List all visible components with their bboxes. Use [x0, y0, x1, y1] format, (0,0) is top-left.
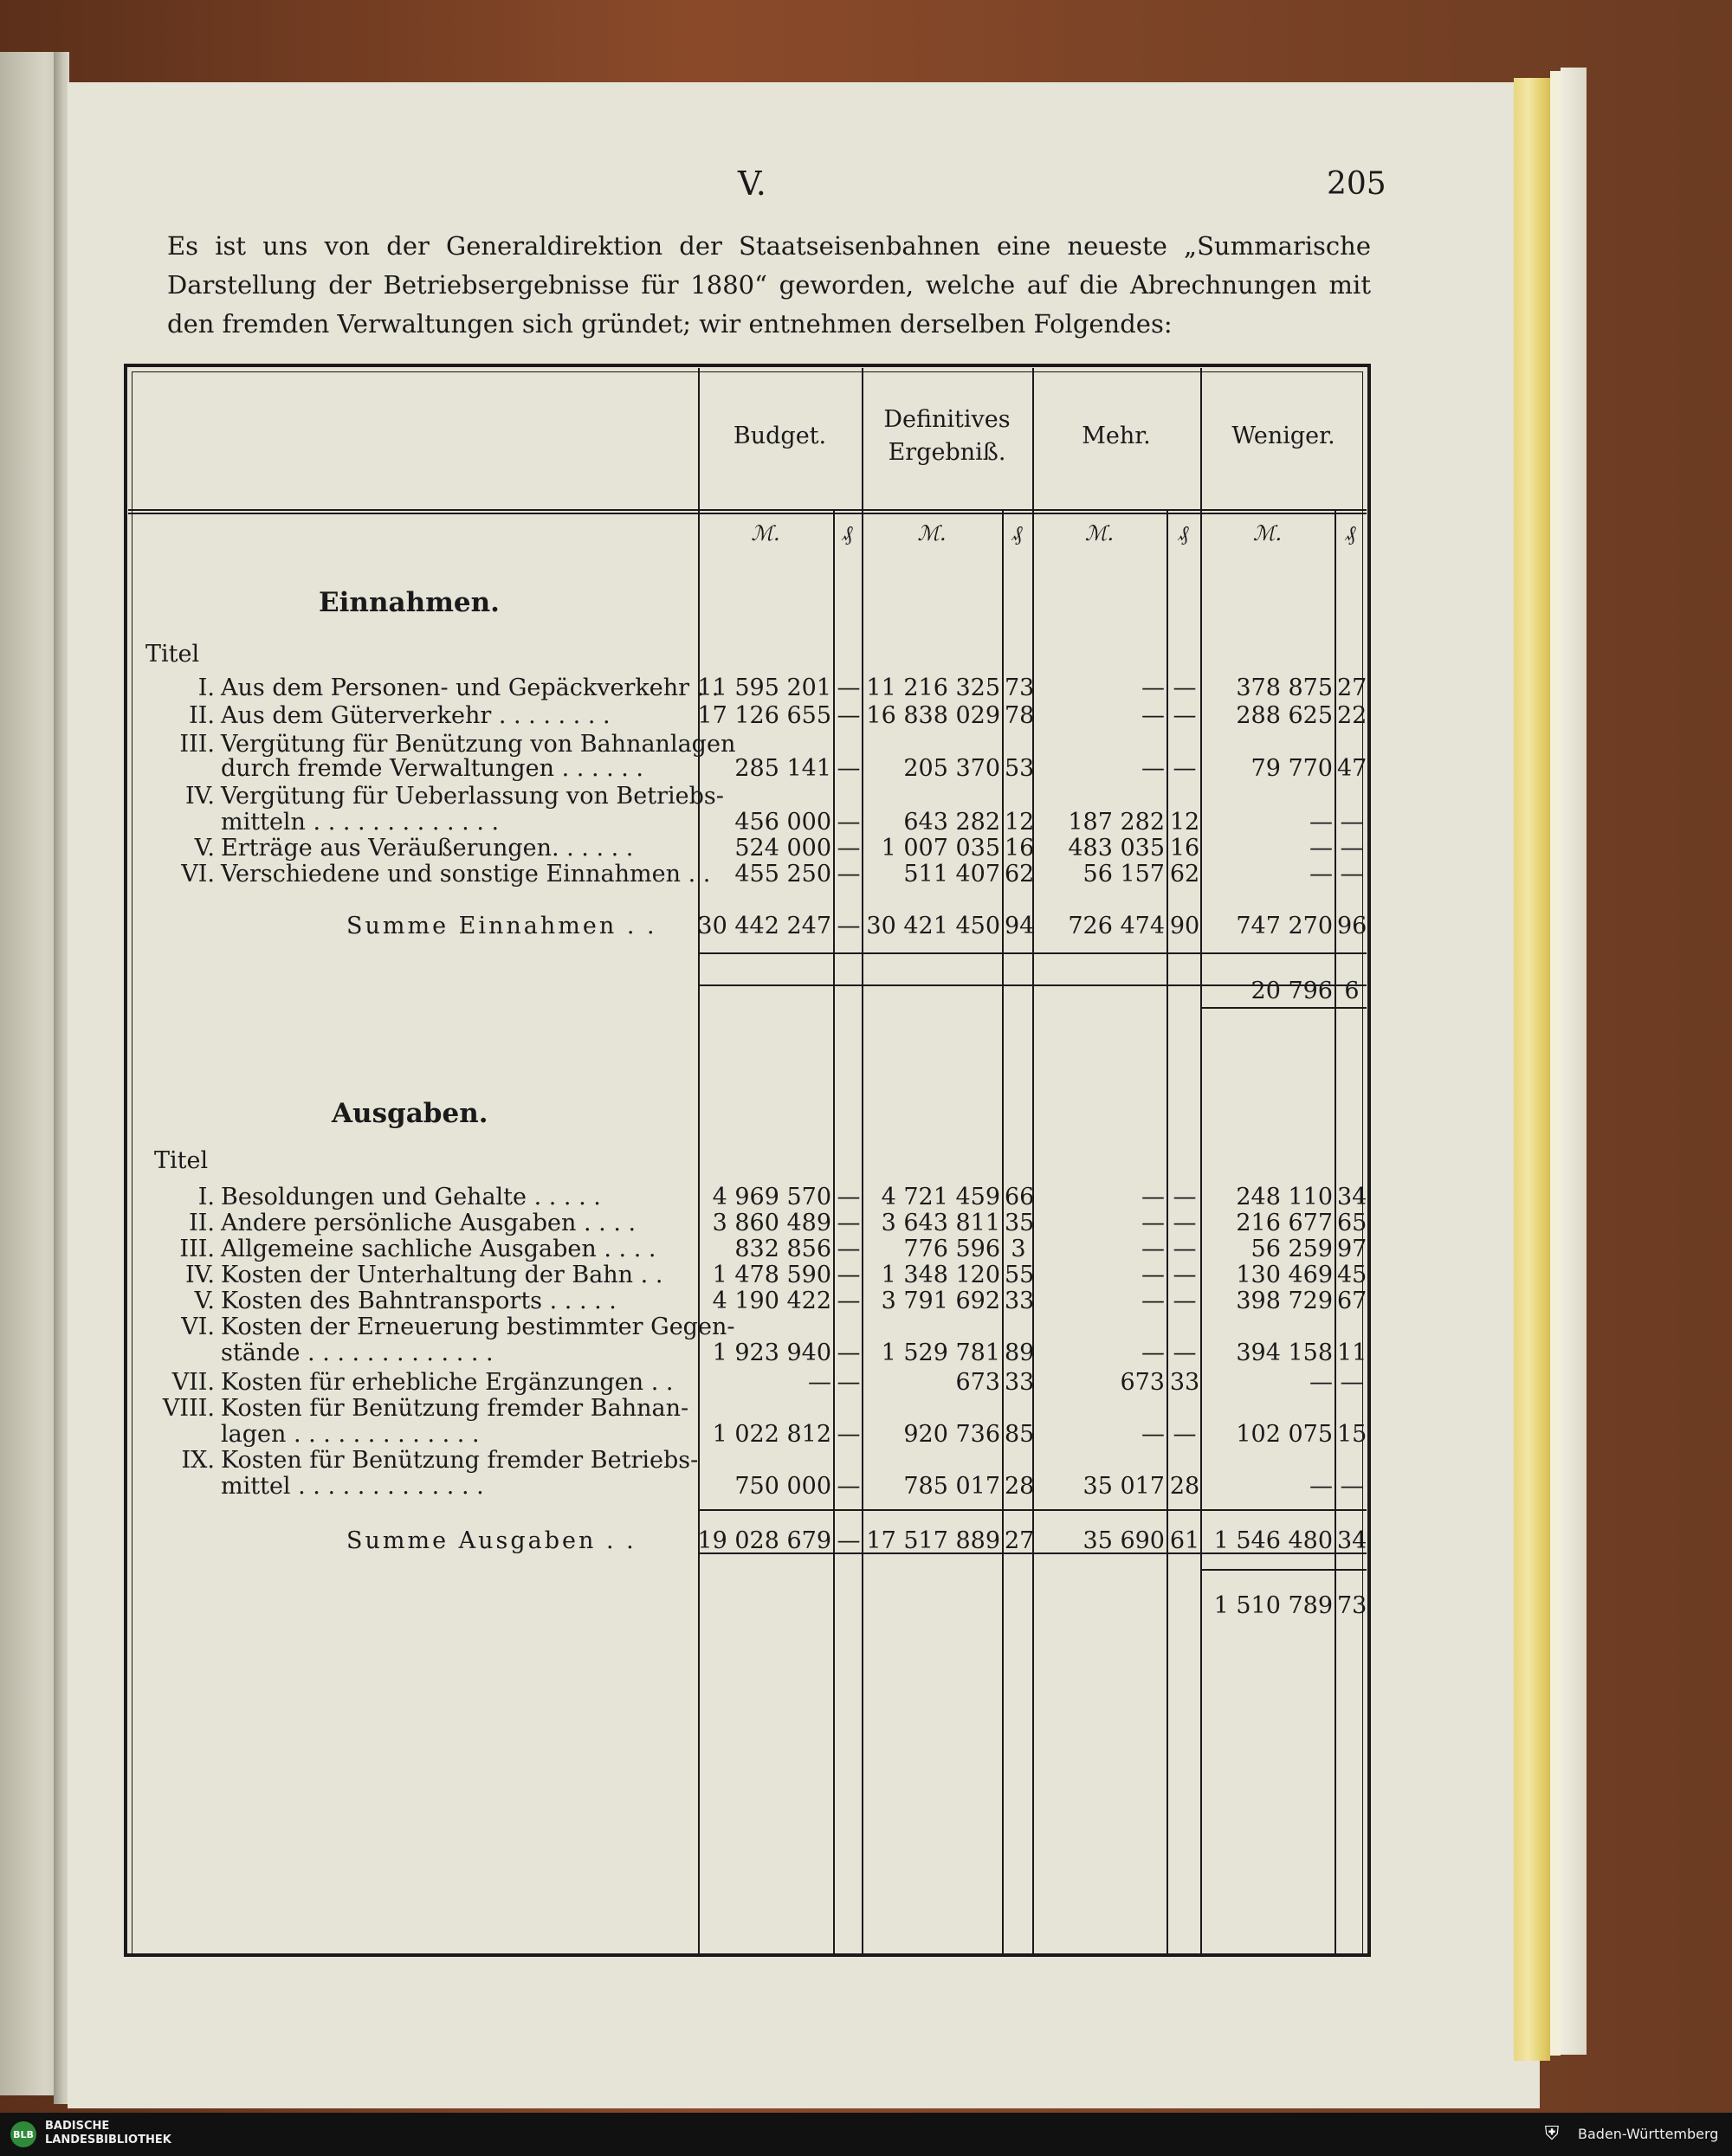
cell-budget: — [808, 1369, 831, 1396]
cell-weniger: — [1309, 809, 1333, 836]
cell-weniger: 398 729 [1236, 1288, 1333, 1314]
cell-weniger-pf: 34 [1337, 1184, 1367, 1210]
col-line-weniger [1200, 368, 1202, 1957]
ausgaben-row [0, 1288, 1732, 1314]
col-line-def [862, 368, 863, 1957]
ausgaben-sum-top-rule [700, 1509, 1367, 1511]
cell-budget: 832 856 [734, 1236, 831, 1262]
cell-def: 1 529 781 [881, 1339, 1000, 1366]
cell-mehr: 483 035 [1068, 835, 1165, 862]
row-title-number: VIII. [162, 1395, 215, 1422]
cell-mehr-pf: — [1173, 1288, 1197, 1314]
cell-def: 920 736 [903, 1421, 1000, 1448]
ausgaben-row [0, 1236, 1732, 1262]
cell-mehr-pf: 12 [1169, 809, 1200, 836]
cell-budget-pf: — [837, 1527, 861, 1554]
currency-pf-weniger: ₰ [1345, 521, 1356, 545]
cell-mehr-pf: 90 [1169, 913, 1200, 939]
row-label: Vergütung für Benützung von Bahnanlagen [221, 731, 736, 758]
cell-mehr: 35 017 [1082, 1473, 1165, 1500]
einnahmen-titel-label: Titel [145, 641, 200, 668]
cell-budget: 750 000 [734, 1473, 831, 1500]
cell-mehr-pf: — [1173, 1184, 1197, 1210]
cell-weniger-pf: 22 [1337, 702, 1367, 729]
cell-mehr-pf: 28 [1169, 1473, 1200, 1500]
cell-budget: 1 478 590 [712, 1262, 831, 1288]
row-label: lagen . . . . . . . . . . . . . [221, 1421, 480, 1448]
cell-mehr-pf: — [1173, 702, 1197, 729]
cell-budget: 30 442 247 [697, 913, 831, 939]
cell-budget-pf: — [837, 702, 861, 729]
col-header-budget: Budget. [733, 423, 827, 449]
currency-pf-mehr: ₰ [1178, 521, 1189, 545]
cell-mehr: — [1141, 1236, 1165, 1262]
cell-mehr: — [1141, 702, 1165, 729]
cell-weniger: 394 158 [1236, 1339, 1333, 1366]
cell-mehr-pf: — [1173, 1339, 1197, 1366]
row-title-number: II. [189, 1210, 215, 1236]
cell-def-pf: 28 [1005, 1473, 1035, 1500]
cell-budget: 1 923 940 [712, 1339, 831, 1366]
row-label: Besoldungen und Gehalte . . . . . [221, 1184, 601, 1210]
cell-def: 17 517 889 [866, 1527, 1000, 1554]
cell-weniger: 56 259 [1251, 1236, 1333, 1262]
einnahmen-difference-row [0, 978, 1732, 1004]
cell-weniger: 79 770 [1251, 755, 1333, 782]
cell-def-pf: 33 [1005, 1288, 1035, 1314]
currency-mark-mehr: ℳ. [1084, 521, 1115, 545]
cell-budget-pf: — [837, 1473, 861, 1500]
cell-mehr: 726 474 [1068, 913, 1165, 939]
cell-budget-pf: — [837, 1421, 861, 1448]
cell-weniger: 130 469 [1236, 1262, 1333, 1288]
cell-mehr: 673 [1120, 1369, 1165, 1396]
currency-pf-budget: ₰ [842, 521, 853, 545]
header-rule-2 [128, 513, 1367, 514]
cell-def: 4 721 459 [881, 1184, 1000, 1210]
results-table [124, 364, 1371, 1957]
currency-mark-weniger: ℳ. [1252, 521, 1283, 545]
blb-name: BADISCHE LANDESBIBLIOTHEK [45, 2120, 171, 2146]
cell-mehr: — [1141, 1184, 1165, 1210]
cell-def: 3 643 811 [881, 1210, 1000, 1236]
cell-def-pf: 62 [1005, 861, 1035, 888]
row-title-number: VI. [181, 1314, 215, 1340]
col-line-budget [698, 368, 700, 1957]
cell-budget: 19 028 679 [697, 1527, 831, 1554]
cell-budget: 456 000 [734, 809, 831, 836]
cell-mehr: 56 157 [1082, 861, 1165, 888]
cell-mehr: — [1141, 1288, 1165, 1314]
cell-def: 511 407 [903, 861, 1000, 888]
section-header: V. [738, 165, 766, 203]
bw-name: Baden-Württemberg [1578, 2126, 1719, 2142]
cell-weniger-pf: — [1340, 1369, 1364, 1396]
cell-budget: 524 000 [734, 835, 831, 862]
cell-weniger-pf: — [1340, 835, 1364, 862]
einnahmen-row [0, 810, 1732, 836]
cell-budget-pf: — [837, 675, 861, 701]
cell-def-pf: 89 [1005, 1339, 1035, 1366]
row-label: Aus dem Personen- und Gepäckverkehr . . [221, 675, 720, 701]
sum-label: Summe Ausgaben . . [346, 1527, 637, 1554]
cell-def: 30 421 450 [866, 913, 1000, 939]
cell-weniger: — [1309, 835, 1333, 862]
cell-budget: 3 860 489 [712, 1210, 831, 1236]
cell-budget-pf: — [837, 1184, 861, 1210]
cell-mehr: — [1141, 675, 1165, 701]
cell-budget: 4 969 570 [712, 1184, 831, 1210]
row-title-number: VI. [181, 861, 215, 888]
currency-mark-def: ℳ. [917, 521, 947, 545]
cell-def: 205 370 [903, 755, 1000, 782]
cell-weniger-pf: — [1340, 861, 1364, 888]
cell-def: 1 348 120 [881, 1262, 1000, 1288]
cell-weniger-pf: 27 [1337, 675, 1367, 701]
cell-budget: 455 250 [734, 861, 831, 888]
bw-coat-of-arms-icon: ⛨ [1544, 2123, 1560, 2145]
row-label: Allgemeine sachliche Ausgaben . . . . [221, 1236, 656, 1262]
cell-def: 3 791 692 [881, 1288, 1000, 1314]
row-label: mitteln . . . . . . . . . . . . . [221, 809, 500, 836]
col-header-weniger: Weniger. [1231, 423, 1335, 449]
cell-weniger: 216 677 [1236, 1210, 1333, 1236]
cell-weniger: — [1309, 1473, 1333, 1500]
ausgaben-row [0, 1210, 1732, 1236]
cell-mehr-pf: — [1173, 1210, 1197, 1236]
cell-budget-pf: — [837, 809, 861, 836]
cell-mehr: — [1141, 1262, 1165, 1288]
cell-weniger-pf: — [1340, 809, 1364, 836]
header-rule [128, 509, 1367, 511]
cell-mehr: — [1141, 1210, 1165, 1236]
currency-pf-def: ₰ [1011, 521, 1023, 545]
ausgaben-row [0, 1448, 1732, 1474]
cell-weniger-pf: 6 [1344, 978, 1360, 1004]
cell-def-pf: 27 [1005, 1527, 1035, 1554]
einnahmen-row [0, 675, 1732, 701]
cell-budget: 4 190 422 [712, 1288, 831, 1314]
row-title-number: IV. [184, 783, 215, 810]
row-title-number: I. [197, 1184, 215, 1210]
cell-weniger: 102 075 [1236, 1421, 1333, 1448]
row-label: Erträge aus Veräußerungen. . . . . . [221, 835, 634, 862]
cell-mehr-pf: — [1173, 1262, 1197, 1288]
einnahmen-row [0, 836, 1732, 862]
einnahmen-row [0, 862, 1732, 888]
row-label: Kosten für Benützung fremder Betriebs- [221, 1447, 699, 1474]
row-label: Vergütung für Ueberlassung von Betriebs- [221, 783, 724, 810]
row-title-number: IX. [181, 1447, 215, 1474]
sum-label: Summe Einnahmen . . [346, 913, 657, 939]
ausgaben-row [0, 1262, 1732, 1288]
cell-def-pf: 12 [1005, 809, 1035, 836]
row-title-number: VII. [171, 1369, 215, 1396]
cell-weniger-pf: 11 [1337, 1339, 1367, 1366]
row-label: durch fremde Verwaltungen . . . . . . [221, 755, 644, 782]
cell-mehr-pf: 33 [1169, 1369, 1200, 1396]
row-title-number: I. [197, 675, 215, 701]
row-label: Kosten für Benützung fremder Bahnan- [221, 1395, 689, 1422]
cell-mehr: 35 690 [1082, 1527, 1165, 1554]
einnahmen-heading: Einnahmen. [319, 587, 500, 618]
ausgaben-row [0, 1370, 1732, 1396]
cell-def-pf: 66 [1005, 1184, 1035, 1210]
cell-weniger: 1 510 789 [1213, 1592, 1333, 1619]
cell-weniger: 378 875 [1236, 675, 1333, 701]
cell-def-pf: 78 [1005, 702, 1035, 729]
cell-def: 1 007 035 [881, 835, 1000, 862]
ausgaben-row [0, 1528, 1732, 1554]
cell-def: 673 [955, 1369, 1000, 1396]
cell-weniger: 1 546 480 [1213, 1527, 1333, 1554]
col-header-mehr: Mehr. [1082, 423, 1151, 449]
cell-weniger: — [1309, 861, 1333, 888]
cell-mehr-pf: — [1173, 1421, 1197, 1448]
cell-def-pf: 94 [1005, 913, 1035, 939]
cell-def: 776 596 [903, 1236, 1000, 1262]
row-title-number: II. [189, 702, 215, 729]
row-label: Kosten für erhebliche Ergänzungen . . [221, 1369, 674, 1396]
row-title-number: V. [194, 1288, 215, 1314]
cell-def-pf: 53 [1005, 755, 1035, 782]
cell-weniger-pf: 34 [1337, 1527, 1367, 1554]
cell-budget-pf: — [837, 1262, 861, 1288]
row-label: Verschiedene und sonstige Einnahmen . . [221, 861, 711, 888]
row-label: Aus dem Güterverkehr . . . . . . . . [221, 702, 611, 729]
cell-mehr-pf: 62 [1169, 861, 1200, 888]
cell-budget-pf: — [837, 1288, 861, 1314]
einnahmen-row [0, 784, 1732, 810]
cell-weniger: 288 625 [1236, 702, 1333, 729]
ausgaben-row [0, 1422, 1732, 1448]
currency-mark-budget: ℳ. [751, 521, 780, 545]
cell-weniger: 248 110 [1236, 1184, 1333, 1210]
einnahmen-row [0, 913, 1732, 939]
cell-weniger-pf: 45 [1337, 1262, 1367, 1288]
ausgaben-difference-row [0, 1593, 1732, 1619]
cell-weniger-pf: 97 [1337, 1236, 1367, 1262]
cell-weniger-pf: 65 [1337, 1210, 1367, 1236]
cell-mehr-pf: — [1173, 1236, 1197, 1262]
einnahmen-row [0, 756, 1732, 782]
footer-bar [0, 2113, 1732, 2156]
blb-logo: BLB [10, 2121, 36, 2147]
cell-budget-pf: — [837, 1236, 861, 1262]
cell-def-pf: 35 [1005, 1210, 1035, 1236]
row-label: Andere persönliche Ausgaben . . . . [221, 1210, 637, 1236]
ausgaben-row [0, 1396, 1732, 1422]
cell-budget: 17 126 655 [697, 702, 831, 729]
einnahmen-sum-top-rule [700, 952, 1367, 954]
cell-mehr: — [1141, 1421, 1165, 1448]
cell-budget-pf: — [837, 755, 861, 782]
cell-mehr-pf: 16 [1169, 835, 1200, 862]
cell-weniger-pf: 73 [1337, 1592, 1367, 1619]
cell-def: 643 282 [903, 809, 1000, 836]
cell-def-pf: 33 [1005, 1369, 1035, 1396]
cell-budget: 1 022 812 [712, 1421, 831, 1448]
cell-weniger: 747 270 [1236, 913, 1333, 939]
page-number: 205 [1327, 166, 1386, 202]
ausgaben-titel-label: Titel [154, 1147, 209, 1174]
ausgaben-heading: Ausgaben. [332, 1098, 488, 1129]
row-title-number: V. [194, 835, 215, 862]
row-label: stände . . . . . . . . . . . . . [221, 1339, 494, 1366]
row-title-number: III. [179, 731, 215, 758]
cell-budget-pf: — [837, 913, 861, 939]
cell-def-pf: 3 [1011, 1236, 1026, 1262]
cell-def-pf: 73 [1005, 675, 1035, 701]
cell-mehr: — [1141, 755, 1165, 782]
row-label: Kosten der Unterhaltung der Bahn . . [221, 1262, 663, 1288]
cell-def: 16 838 029 [866, 702, 1000, 729]
ausgaben-diff-rule [1201, 1569, 1367, 1571]
cell-def-pf: 55 [1005, 1262, 1035, 1288]
cell-weniger: 20 796 [1251, 978, 1333, 1004]
row-label: Kosten der Erneuerung bestimmter Gegen- [221, 1314, 735, 1340]
cell-mehr: 187 282 [1068, 809, 1165, 836]
cell-mehr: — [1141, 1339, 1165, 1366]
ausgaben-row [0, 1314, 1732, 1340]
einnahmen-diff-rule [1201, 1007, 1367, 1009]
cell-budget: 11 595 201 [697, 675, 831, 701]
cell-weniger-pf: 47 [1337, 755, 1367, 782]
cell-mehr-pf: — [1173, 675, 1197, 701]
table-inner-border [132, 371, 1363, 1953]
cell-def: 785 017 [903, 1473, 1000, 1500]
cell-budget-pf: — [837, 1339, 861, 1366]
cell-def: 11 216 325 [866, 675, 1000, 701]
ausgaben-row [0, 1340, 1732, 1366]
einnahmen-row [0, 732, 1732, 758]
cell-weniger-pf: — [1340, 1473, 1364, 1500]
row-title-number: III. [179, 1236, 215, 1262]
cell-weniger-pf: 96 [1337, 913, 1367, 939]
row-title-number: IV. [184, 1262, 215, 1288]
ausgaben-row [0, 1474, 1732, 1500]
row-label: Kosten des Bahntransports . . . . . [221, 1288, 617, 1314]
cell-mehr-pf: — [1173, 755, 1197, 782]
einnahmen-row [0, 703, 1732, 729]
cell-weniger: — [1309, 1369, 1333, 1396]
cell-def-pf: 16 [1005, 835, 1035, 862]
ausgaben-row [0, 1185, 1732, 1210]
cell-budget-pf: — [837, 861, 861, 888]
cell-weniger-pf: 15 [1337, 1421, 1367, 1448]
cell-mehr-pf: 61 [1169, 1527, 1200, 1554]
cell-budget: 285 141 [734, 755, 831, 782]
cell-budget-pf: — [837, 1210, 861, 1236]
col-header-definitives: Definitives Ergebniß. [883, 406, 1011, 466]
row-label: mittel . . . . . . . . . . . . . [221, 1473, 484, 1500]
intro-paragraph: Es ist uns von der Generaldirektion der Staatseisenbahnen eine neueste „Summarische Darstellung der Betriebsergebnisse für 1880“ geworden, welche auf die Abrechnungen mit den fremden Verwaltungen sich gründet; wir entnehmen derselben Folgendes: [167, 231, 1371, 339]
cell-budget-pf: — [837, 1369, 861, 1396]
cell-def-pf: 85 [1005, 1421, 1035, 1448]
cell-weniger-pf: 67 [1337, 1288, 1367, 1314]
col-line-mehr [1032, 368, 1034, 1957]
cell-budget-pf: — [837, 835, 861, 862]
